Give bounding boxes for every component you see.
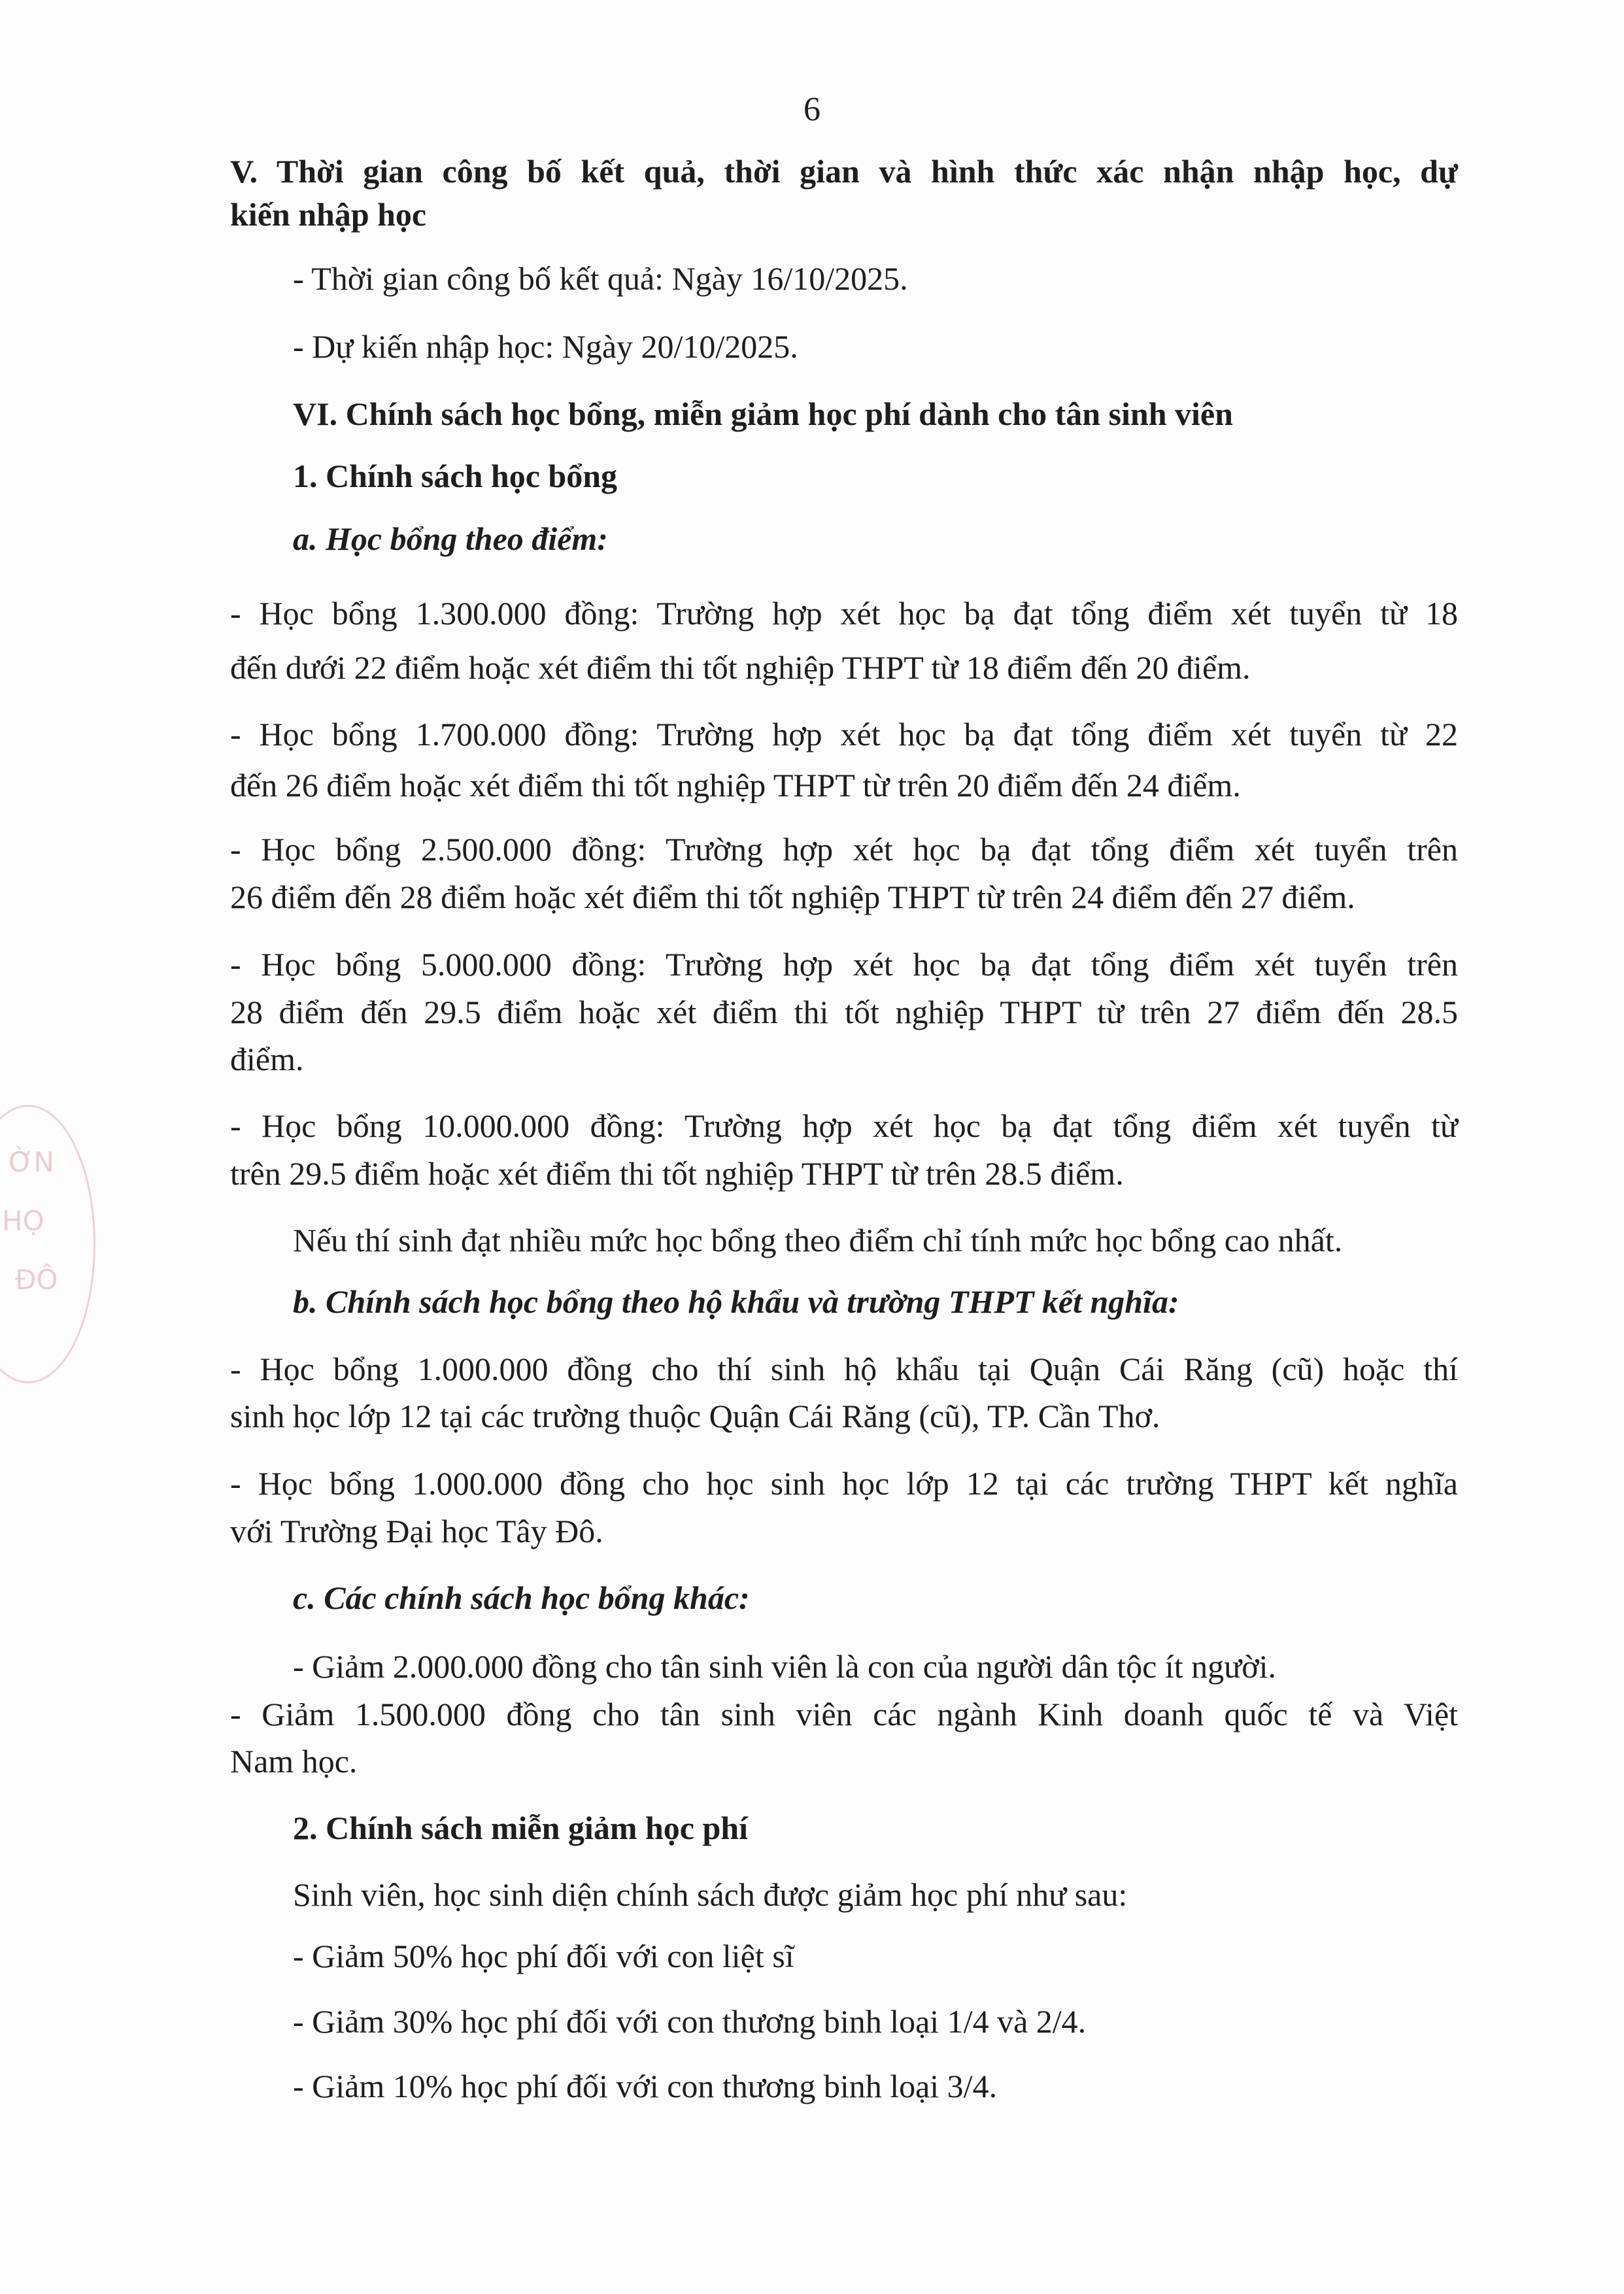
scholarship-item-line: - Học bổng 10.000.000 đồng: Trường hợp xét học bạ đạt tổng điểm xét tuyển từ — [230, 1107, 1458, 1144]
list-item: - Giảm 50% học phí đối với con liệt sĩ — [293, 1938, 794, 1974]
section-6-heading: VI. Chính sách học bổng, miễn giảm học phí dành cho tân sinh viên — [293, 396, 1233, 432]
scholarship-item-line: - Học bổng 1.700.000 đồng: Trường hợp xét học bạ đạt tổng điểm xét tuyển từ 22 — [230, 716, 1458, 752]
list-item-cont: Nam học. — [230, 1743, 358, 1780]
scholarship-item-line: đến dưới 22 điểm hoặc xét điểm thi tốt nghiệp THPT từ 18 điểm đến 20 điểm. — [230, 649, 1251, 686]
scholarship-item-line: 28 điểm đến 29.5 điểm hoặc xét điểm thi tốt nghiệp THPT từ trên 27 điểm đến 28.5 — [230, 994, 1458, 1030]
red-seal-stamp: ỜN HỌ ĐÔ — [0, 1105, 95, 1383]
tuition-intro: Sinh viên, học sinh diện chính sách được giảm học phí như sau: — [293, 1876, 1128, 1913]
scholarship-item-line: - Học bổng 1.300.000 đồng: Trường hợp xét học bạ đạt tổng điểm xét tuyển từ 18 — [230, 595, 1458, 632]
section-5-heading-cont: kiến nhập học — [230, 196, 427, 233]
scholarship-item-line: đến 26 điểm hoặc xét điểm thi tốt nghiệp THPT từ trên 20 điểm đến 24 điểm. — [230, 767, 1241, 803]
subsection-c-heading: c. Các chính sách học bổng khác: — [293, 1579, 750, 1616]
scholarship-item-line: - Học bổng 1.000.000 đồng cho thí sinh hộ khẩu tại Quận Cái Răng (cũ) hoặc thí — [230, 1351, 1458, 1387]
page-number: 6 — [804, 91, 820, 128]
scholarship-item-line: - Học bổng 2.500.000 đồng: Trường hợp xét học bạ đạt tổng điểm xét tuyển trên — [230, 831, 1458, 868]
list-item: - Dự kiến nhập học: Ngày 20/10/2025. — [293, 328, 798, 365]
scholarship-item-line: với Trường Đại học Tây Đô. — [230, 1513, 603, 1549]
subsection-1-heading: 1. Chính sách học bổng — [293, 458, 617, 494]
list-item: - Thời gian công bố kết quả: Ngày 16/10/2025. — [293, 260, 908, 297]
section-5-heading: V. Thời gian công bố kết quả, thời gian và hình thức xác nhận nhập học, dự — [230, 153, 1458, 190]
subsection-a-heading: a. Học bổng theo điểm: — [293, 520, 608, 557]
scholarship-item-line: trên 29.5 điểm hoặc xét điểm thi tốt nghiệp THPT từ trên 28.5 điểm. — [230, 1155, 1124, 1192]
scholarship-item-line: - Học bổng 5.000.000 đồng: Trường hợp xét học bạ đạt tổng điểm xét tuyển trên — [230, 946, 1458, 983]
scholarship-item-line: - Học bổng 1.000.000 đồng cho học sinh học lớp 12 tại các trường THPT kết nghĩa — [230, 1465, 1458, 1502]
list-item: - Giảm 30% học phí đối với con thương binh loại 1/4 và 2/4. — [293, 2003, 1087, 2040]
list-item: - Giảm 1.500.000 đồng cho tân sinh viên các ngành Kinh doanh quốc tế và Việt — [230, 1696, 1458, 1732]
scholarship-item-line: điểm. — [230, 1041, 304, 1077]
list-item: - Giảm 2.000.000 đồng cho tân sinh viên là con của người dân tộc ít người. — [293, 1648, 1277, 1685]
scholarship-item-line: 26 điểm đến 28 điểm hoặc xét điểm thi tốt nghiệp THPT từ trên 24 điểm đến 27 điểm. — [230, 879, 1355, 915]
subsection-2-heading: 2. Chính sách miễn giảm học phí — [293, 1810, 748, 1846]
subsection-b-heading: b. Chính sách học bổng theo hộ khẩu và trường THPT kết nghĩa: — [293, 1283, 1179, 1320]
scholarship-note: Nếu thí sinh đạt nhiều mức học bổng theo điểm chỉ tính mức học bổng cao nhất. — [293, 1222, 1343, 1258]
scholarship-item-line: sinh học lớp 12 tại các trường thuộc Quận Cái Răng (cũ), TP. Cần Thơ. — [230, 1398, 1160, 1434]
list-item: - Giảm 10% học phí đối với con thương binh loại 3/4. — [293, 2068, 998, 2104]
